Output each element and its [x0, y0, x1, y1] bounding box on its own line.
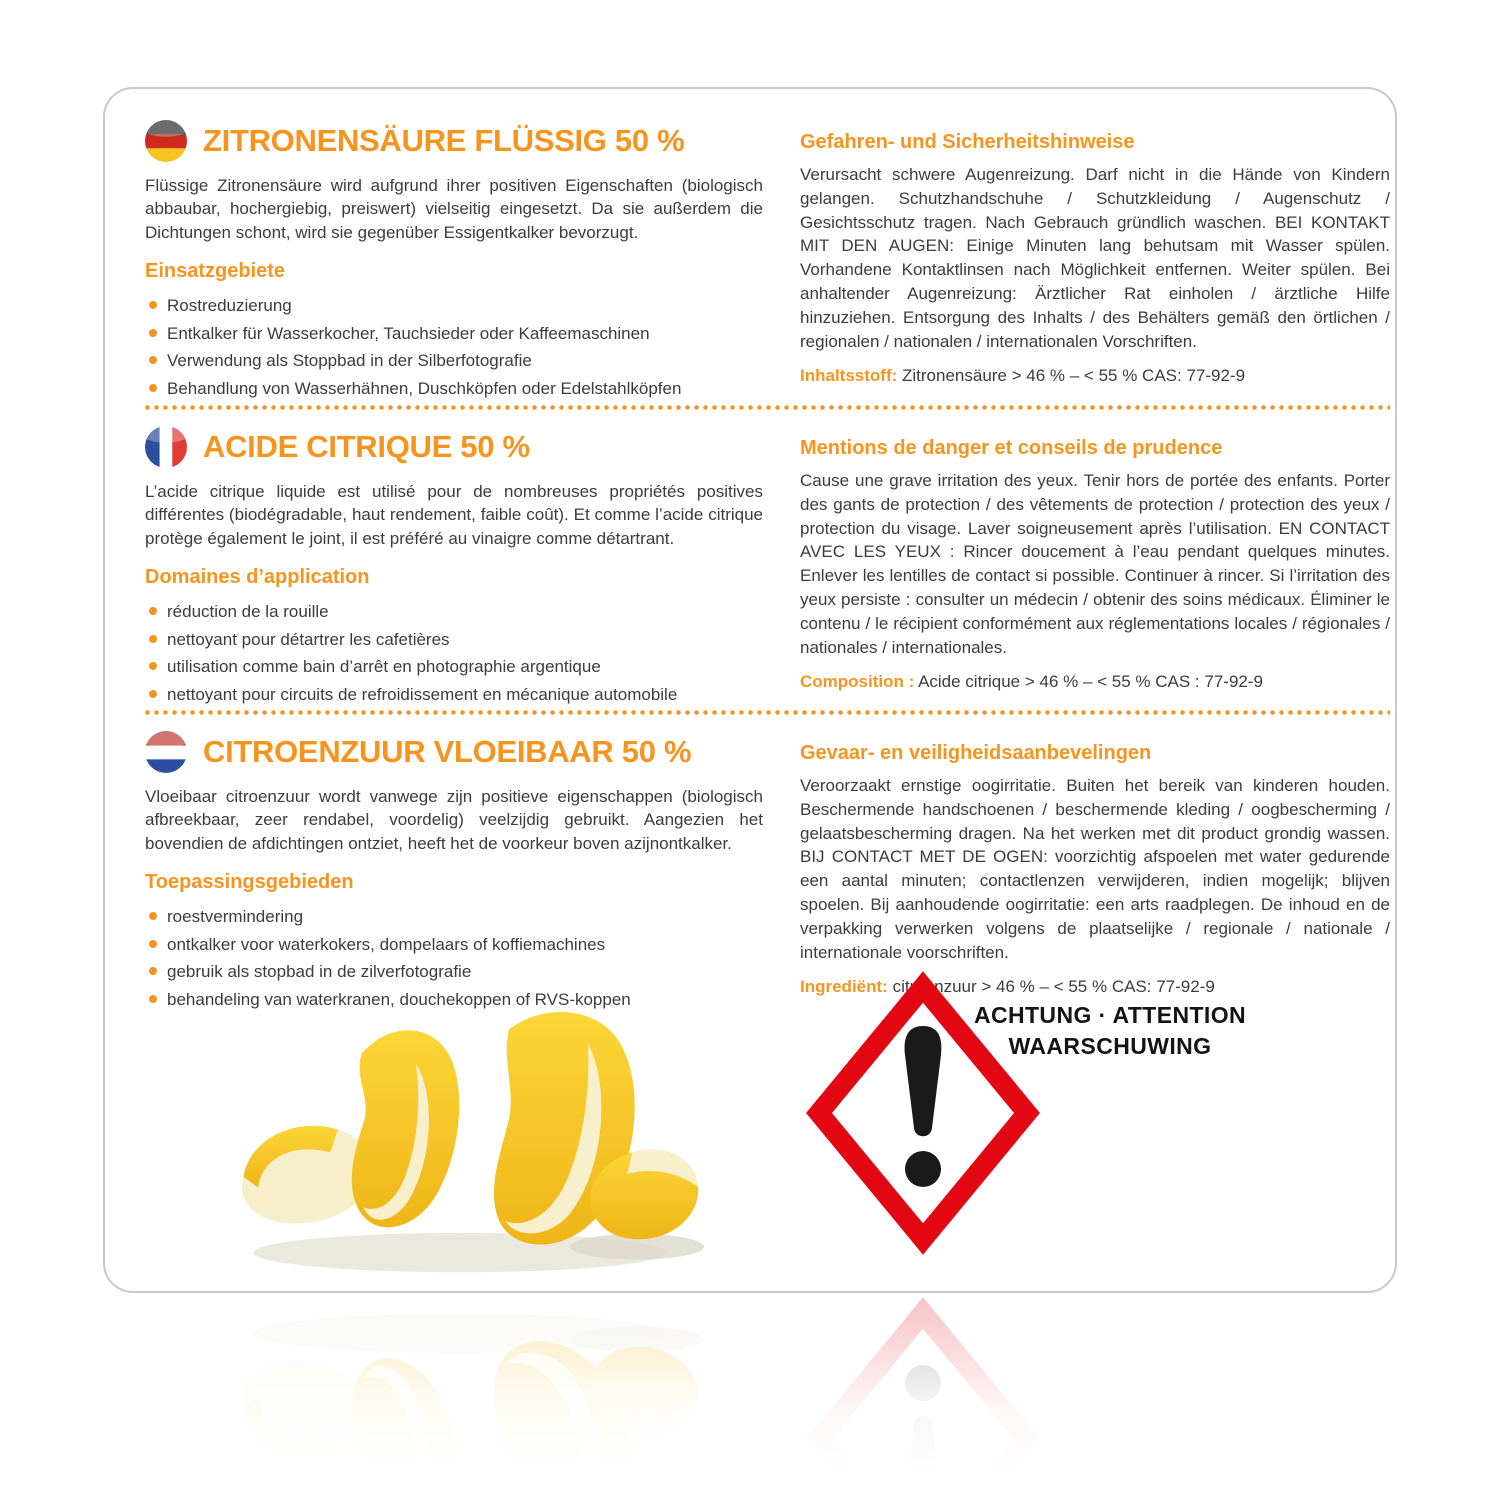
intro-de: Flüssige Zitronensäure wird aufgrund ihrer positiven Eigenschaften (biologisch abbaubar, hochergiebig, preiswert) vielseitig eingesetzt. Da sie außerdem die Dichtungen schont, wird sie gegenüber Essigentkalker bevorzugt.	[145, 176, 763, 242]
ingredient-line-fr	[800, 672, 1390, 692]
hazard-heading-nl: Gevaar- en veiligheidsaanbevelingen	[800, 742, 1152, 764]
list-item: gebruik als stopbad in de zilverfotografie	[145, 958, 763, 986]
ingredient-label: Inhaltsstoff:	[800, 366, 898, 386]
france-flag-icon	[145, 426, 187, 468]
section-fr-right	[800, 437, 1390, 692]
product-title-fr: ACIDE CITRIQUE 50 %	[203, 429, 530, 464]
section-nl-right	[800, 742, 1390, 997]
section-de-right	[800, 131, 1390, 386]
list-item: Entkalker für Wasserkocher, Tauchsieder oder Kaffeemaschinen	[145, 320, 763, 348]
dotted-separator	[145, 405, 1390, 410]
list-item: ontkalker voor waterkokers, dompelaars of koffiemachines	[145, 931, 763, 959]
reflection-fade	[0, 1294, 1500, 1500]
title-row-de	[145, 120, 763, 162]
list-item: roestvermindering	[145, 903, 763, 931]
intro-nl: Vloeibaar citroenzuur wordt vanwege zijn positieve eigenschappen (biologisch afbreekbaar, zeer rendabel, voordelig) veelzijdig gebruikt. Aangezien het bovendien de afdichtingen ontziet, heeft het de voorkeur boven azijnontkalker.	[145, 787, 763, 853]
ingredient-line-de	[800, 366, 1390, 386]
list-item: réduction de la rouille	[145, 598, 763, 626]
ingredient-value: Acide citrique > 46 % – < 55 % CAS : 77-92-9	[918, 672, 1263, 692]
title-row-nl	[145, 731, 763, 773]
ingredient-value: Zitronensäure > 46 % – < 55 % CAS: 77-92-9	[902, 366, 1246, 386]
hazard-heading-fr: Mentions de danger et conseils de prudence	[800, 437, 1223, 459]
netherlands-flag-icon	[145, 731, 187, 773]
hazard-text-nl: Veroorzaakt ernstige oogirritatie. Buiten het bereik van kinderen houden. Beschermende handschoenen / beschermende kleding / oogbescherming / gelaatsbescherming dragen. Na het werken met dit product grondig wassen. BIJ CONTACT MET DE OGEN: voorzichtig afspoelen met water gedurende een aantal minuten; contactlenzen verwijderen, indien mogelijk; blijven spoelen. Bij aanhoudende oogirritatie: een arts raadplegen. De inhoud en de verpakking verwerken volgens de plaatselijke / regionale / nationale / internationale voorschriften.	[800, 776, 1390, 962]
ingredient-label: Ingrediënt:	[800, 977, 888, 997]
hazard-heading-de: Gefahren- und Sicherheitshinweise	[800, 131, 1135, 153]
applications-list-fr	[145, 598, 763, 708]
applications-heading-nl: Toepassingsgebieden	[145, 871, 354, 894]
intro-fr: L’acide citrique liquide est utilisé pour de nombreuses propriétés positives différentes (biodégradable, haut rendement, faible coût). Et comme l’acide citrique protège également le joint, il est préféré au vinaigre comme détartrant.	[145, 482, 763, 548]
list-item: Verwendung als Stoppbad in der Silberfotografie	[145, 347, 763, 375]
signal-word-line1: ACHTUNG · ATTENTION	[973, 1002, 1247, 1028]
list-item: Behandlung von Wasserhähnen, Duschköpfen oder Edelstahlköpfen	[145, 375, 763, 403]
hazard-text-de: Verursacht schwere Augenreizung. Darf nicht in die Hände von Kindern gelangen. Schutzhandschuhe / Schutzkleidung / Augenschutz / Gesichtsschutz tragen. Nach Gebrauch gründlich waschen. BEI KONTAKT MIT DEN AUGEN: Einige Minuten lang behutsam mit Wasser spülen. Vorhandene Kontaktlinsen nach Möglichkeit entfernen. Weiter spülen. Bei anhaltender Augenreizung: Ärztlicher Rat einholen / ärztliche Hilfe hinzuziehen. Entsorgung des Inhalts / des Behälters gemäß den örtlichen / regionalen / nationalen / internationalen Vorschriften.	[800, 165, 1390, 351]
list-item: utilisation comme bain d’arrêt en photographie argentique	[145, 653, 763, 681]
ingredient-value: citroenzuur > 46 % – < 55 % CAS: 77-92-9	[892, 977, 1215, 997]
signal-word-line2: WAARSCHUWING	[1008, 1033, 1212, 1060]
section-nl-left	[145, 731, 763, 1013]
dotted-separator	[145, 710, 1390, 715]
list-item: behandeling van waterkranen, douchekoppen of RVS-koppen	[145, 986, 763, 1014]
hazard-text-fr: Cause une grave irritation des yeux. Tenir hors de portée des enfants. Porter des gants de protection / des vêtements de protection / protection des yeux / protection du visage. Laver soigneusement après l’utilisation. EN CONTACT AVEC LES YEUX : Rincer doucement à l’eau pendant quelques minutes. Enlever les lentilles de contact si possible. Continuer à rincer. Si l’irritation des yeux persiste : consulter un médecin / obtenir des soins médicaux. Éliminer le contenu / le récipient conformément aux réglementations locales / régionales / nationales / internationales.	[800, 471, 1390, 657]
list-item: nettoyant pour détartrer les cafetières	[145, 626, 763, 654]
product-title-de: ZITRONENSÄURE FLÜSSIG 50 %	[203, 123, 685, 158]
applications-heading-de: Einsatzgebiete	[145, 260, 286, 283]
list-item: nettoyant pour circuits de refroidissement en mécanique automobile	[145, 681, 763, 709]
title-row-fr	[145, 426, 763, 468]
applications-heading-fr: Domaines d’application	[145, 566, 370, 589]
signal-word	[955, 1000, 1265, 1062]
section-fr-left	[145, 426, 763, 708]
lemon-peel-photo	[210, 985, 710, 1290]
ingredient-label: Composition :	[800, 672, 915, 692]
list-item: Rostreduzierung	[145, 292, 763, 320]
germany-flag-icon	[145, 120, 187, 162]
product-title-nl: CITROENZUUR VLOEIBAAR 50 %	[203, 734, 692, 769]
section-de-left	[145, 120, 763, 402]
applications-list-de	[145, 292, 763, 402]
